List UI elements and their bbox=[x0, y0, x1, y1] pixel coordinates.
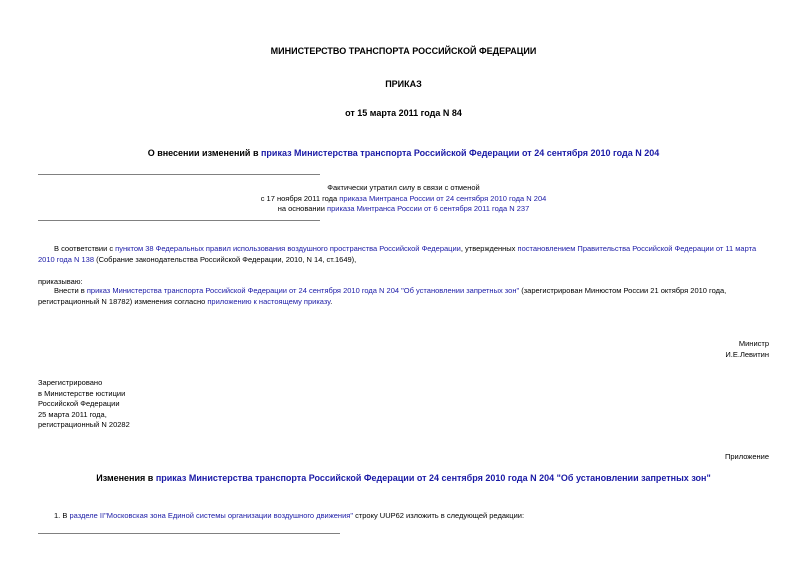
body-paragraph-2 bbox=[38, 286, 770, 307]
order-word: приказываю: bbox=[38, 277, 83, 286]
appendix-title bbox=[0, 473, 807, 483]
divider-status bbox=[38, 220, 320, 221]
document-title bbox=[0, 148, 807, 158]
status-note bbox=[0, 183, 807, 215]
item-text-b: строку UUP62 изложить в следующей редакции: bbox=[352, 511, 525, 520]
ministry-heading: МИНИСТЕРСТВО ТРАНСПОРТА РОССИЙСКОЙ ФЕДЕРАЦИИ bbox=[270, 46, 537, 56]
appendix-title-link[interactable]: приказ Министерства транспорта Российской Федерации от 24 сентября 2010 года N 204 "Об установлении запретных зон" bbox=[155, 473, 711, 483]
status-note-line2-prefix: с 17 ноября 2011 года bbox=[260, 193, 340, 203]
signature-block bbox=[725, 339, 769, 360]
p1-text-b: , утвержденных bbox=[460, 244, 518, 253]
item-text-a: 1. В bbox=[54, 511, 70, 520]
p2-text-a: Внести в bbox=[54, 286, 87, 295]
signature-position: Министр bbox=[738, 339, 769, 348]
moscow-zone-link[interactable]: "Московская зона Единой системы организации воздушного движения" bbox=[104, 511, 353, 520]
title-prefix: О внесении изменений в bbox=[147, 148, 261, 158]
status-note-line3-prefix: на основании bbox=[277, 204, 328, 213]
status-note-line1: Фактически утратил силу в связи с отменой bbox=[327, 183, 480, 192]
rules-link[interactable]: пунктом 38 Федеральных правил использования воздушного пространства Российской Федерации bbox=[115, 244, 461, 253]
divider-top bbox=[38, 174, 320, 175]
appendix-link[interactable]: приложению к настоящему приказу bbox=[207, 296, 331, 306]
registration-line-1: Зарегистрировано bbox=[38, 378, 103, 387]
resolution-link[interactable]: постановлением Правительства Российской Федерации от 11 марта 2010 года N 138 bbox=[38, 244, 757, 264]
p2-text-b: (зарегистрирован Минюстом России 21 октября 2010 года, регистрационный N 18782) изменения согласно bbox=[38, 286, 727, 306]
registration-block bbox=[38, 378, 130, 431]
p1-text-c: (Собрание законодательства Российской Федерации, 2010, N 14, ст.1649), bbox=[94, 254, 357, 264]
amended-order-link[interactable]: приказ Министерства транспорта Российской Федерации от 24 сентября 2010 года N 204 "Об установлении запретных зон" bbox=[86, 286, 520, 295]
registration-line-5: регистрационный N 20282 bbox=[38, 420, 130, 429]
registration-line-3: Российской Федерации bbox=[38, 399, 120, 408]
appendix-label: Приложение bbox=[725, 452, 769, 461]
status-note-line3 bbox=[0, 204, 807, 215]
signature-name: И.Е.Левитин bbox=[725, 349, 769, 359]
registration-line-4: 25 марта 2011 года, bbox=[38, 409, 107, 419]
p1-text-a: В соответствии с bbox=[54, 244, 116, 253]
status-note-basis-link[interactable]: приказа Минтранса России от 6 сентября 2011 года N 237 bbox=[327, 204, 530, 213]
registration-line-2: в Министерстве юстиции bbox=[38, 388, 126, 398]
appendix-item-1 bbox=[54, 511, 524, 522]
divider-bottom bbox=[38, 533, 340, 534]
document-type: ПРИКАЗ bbox=[385, 79, 422, 89]
body-paragraph-1 bbox=[38, 244, 770, 265]
appendix-title-prefix: Изменения в bbox=[96, 473, 156, 483]
document-date-number: от 15 марта 2011 года N 84 bbox=[345, 108, 462, 118]
section-link[interactable]: разделе II bbox=[69, 511, 105, 520]
p2-text-c: . bbox=[330, 296, 333, 306]
title-order-link[interactable]: приказ Министерства транспорта Российской Федерации от 24 сентября 2010 года N 204 bbox=[260, 148, 660, 158]
status-note-cancel-link[interactable]: приказа Минтранса России от 24 сентября 2010 года N 204 bbox=[339, 193, 547, 203]
status-note-line2 bbox=[0, 194, 807, 205]
